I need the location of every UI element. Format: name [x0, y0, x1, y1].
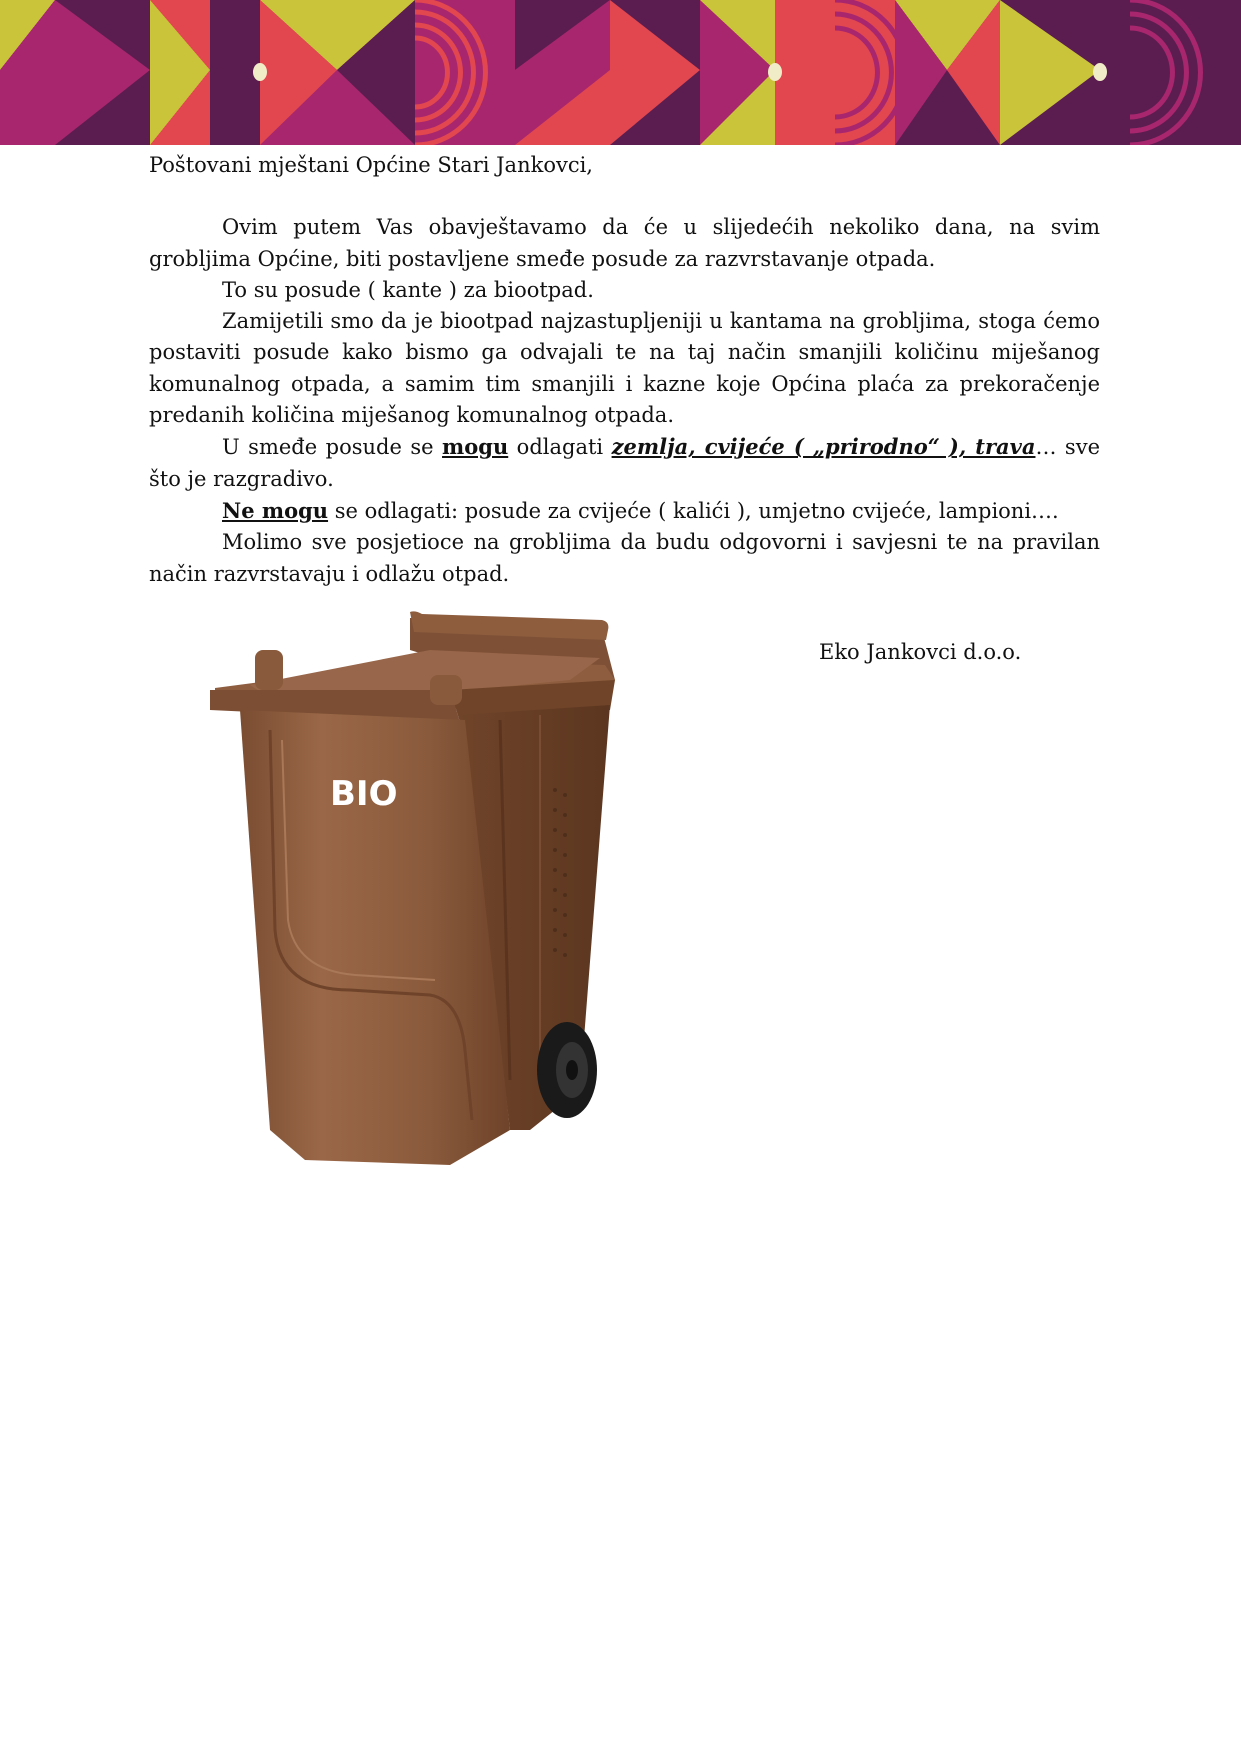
decorative-banner — [0, 0, 1241, 145]
paragraph-bin-type: To su posude ( kante ) za biootpad. — [222, 277, 594, 302]
allowed-items: zemlja, cvijeće ( „prirodno“ ), trava — [611, 434, 1036, 460]
brown-bio-bin-image — [210, 610, 630, 1180]
allowed-intro: U smeđe posude se — [222, 435, 443, 460]
allowed-end: … sve što je razgradivo. — [149, 435, 1101, 491]
paragraph-request: Molimo sve posjetioce na grobljima da budu odgovorni i savjesni te na pravilan način razvrstavaju i odlažu otpad. — [149, 530, 1100, 586]
paragraph-allowed — [149, 431, 1100, 495]
not-allowed-items: se odlagati: posude za cvijeće ( kalići ), umjetno cvijeće, lampioni…. — [328, 498, 1059, 523]
letter-greeting: Poštovani mještani Općine Stari Jankovci, — [149, 153, 593, 177]
bin-label: BIO — [330, 774, 398, 814]
signature: Eko Jankovci d.o.o. — [819, 640, 1022, 664]
allowed-keyword: mogu — [442, 434, 509, 460]
allowed-mid: odlagati — [508, 435, 612, 460]
paragraph-not-allowed — [149, 495, 1100, 527]
not-allowed-keyword: Ne mogu — [222, 497, 329, 523]
paragraph-reason: Zamijetili smo da je biootpad najzastupljeniji u kantama na grobljima, stoga ćemo postaviti posude kako bismo ga odvajali te na taj način smanjili količinu miješanog komunalnog otpada, a samim tim smanjili i kazne koje Općina plaća za prekoračenje predanih količina miješanog komunalnog otpada. — [149, 309, 1100, 428]
paragraph-announcement: Ovim putem Vas obavještavamo da će u slijedećih nekoliko dana, na svim grobljima Općine, biti postavljene smeđe posude za razvrstavanje otpada. — [149, 215, 1100, 271]
letter-body — [149, 150, 1100, 590]
